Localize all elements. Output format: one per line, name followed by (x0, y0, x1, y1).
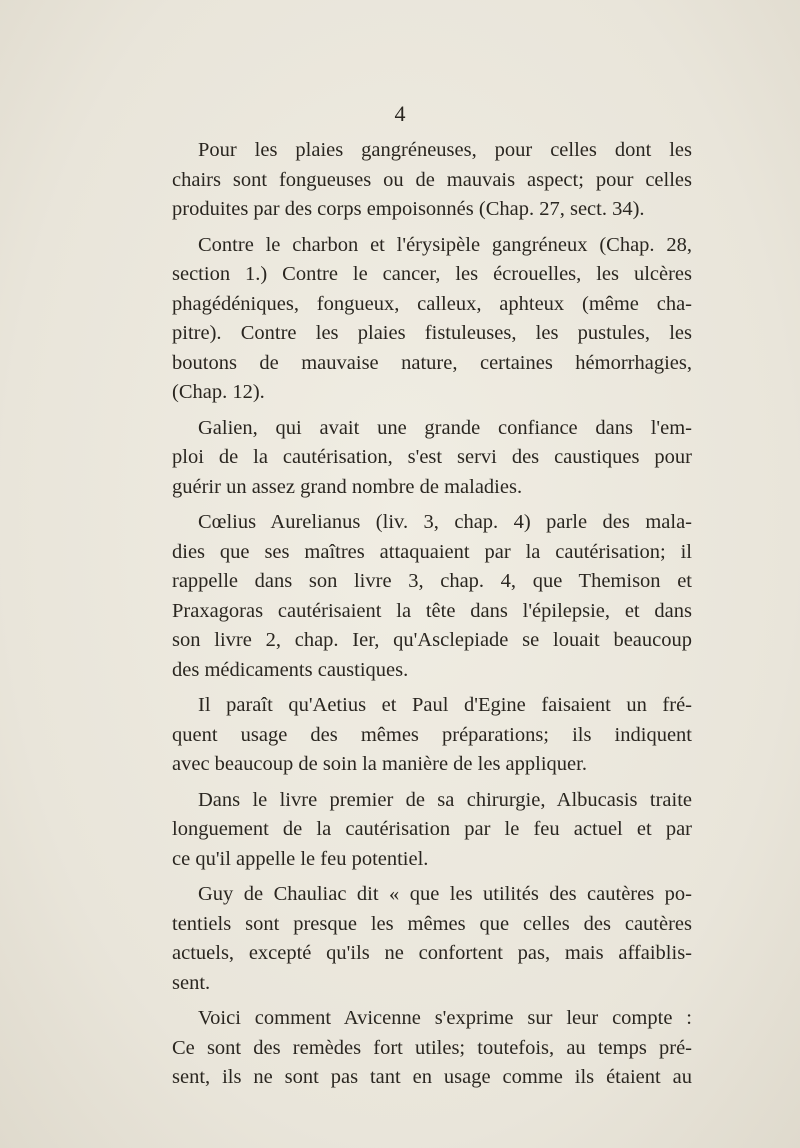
text-line: (Chap. 12). (172, 381, 265, 403)
text-line: chairs sont fongueuses ou de mauvais aspect; pour celles (172, 168, 692, 191)
text-line: guérir un assez grand nombre de maladies. (172, 475, 523, 498)
text-line: Pour les plaies gangréneuses, pour celles dont les (198, 139, 692, 161)
text-line: pitre). Contre les plaies fistuleuses, les pustules, les (172, 322, 692, 344)
page-number: 4 (394, 101, 406, 126)
text-line: boutons de mauvaise nature, certaines hémorrhagies, (172, 351, 692, 374)
text-line: ce qu'il appelle le feu potentiel. (172, 847, 429, 870)
text-line: sent, ils ne sont pas tant en usage comme ils étaient au (172, 1066, 692, 1088)
text-line: Il paraît qu'Aetius et Paul d'Egine faisaient un fré- (198, 694, 692, 716)
text-line: Dans le livre premier de sa chirurgie, Albucasis traite (198, 788, 692, 811)
text-line: actuels, excepté qu'ils ne confortent pas, mais affaiblis- (172, 942, 692, 964)
text-line: quent usage des mêmes préparations; ils indiquent (172, 723, 692, 746)
paragraph (172, 1004, 692, 1093)
paragraph (172, 136, 692, 225)
text-line: Contre le charbon et l'érysipèle gangréneux (Chap. 28, (198, 233, 692, 256)
text-line: dies que ses maîtres attaquaient par la cautérisation; il (172, 540, 692, 563)
text-line: avec beaucoup de soin la manière de les appliquer. (172, 753, 587, 775)
text-line: tentiels sont presque les mêmes que celles des cautères (172, 912, 692, 935)
paragraph (172, 414, 692, 503)
text-line: son livre 2, chap. Ier, qu'Asclepiade se louait beaucoup (172, 629, 692, 651)
paragraph (172, 786, 692, 875)
text-line: produites par des corps empoisonnés (Chap. 27, sect. 34). (172, 198, 645, 220)
text-line: phagédéniques, fongueux, calleux, aphteux (même cha- (172, 292, 692, 315)
text-line: Voici comment Avicenne s'exprime sur leur compte : (198, 1007, 692, 1029)
text-line: Galien, qui avait une grande confiance dans l'em- (198, 416, 692, 439)
text-line: ploi de la cautérisation, s'est servi des caustiques pour (172, 446, 692, 468)
text-line: Praxagoras cautérisaient la tête dans l'épilepsie, et dans (172, 599, 692, 622)
text-line: Guy de Chauliac dit « que les utilités des cautères po- (198, 883, 692, 905)
paragraph (172, 691, 692, 780)
text-line: longuement de la cautérisation par le feu actuel et par (172, 818, 692, 840)
body-text (172, 136, 692, 1093)
text-line: section 1.) Contre le cancer, les écrouelles, les ulcères (172, 263, 692, 285)
paragraph (172, 231, 692, 408)
text-line: rappelle dans son livre 3, chap. 4, que Themison et (172, 570, 692, 592)
paragraph (172, 880, 692, 998)
text-line: des médicaments caustiques. (172, 658, 409, 681)
paragraph (172, 508, 692, 685)
text-line: Ce sont des remèdes fort utiles; toutefois, au temps pré- (172, 1036, 692, 1059)
text-line: sent. (172, 971, 211, 994)
text-line: Cœlius Aurelianus (liv. 3, chap. 4) parle des mala- (198, 511, 692, 533)
